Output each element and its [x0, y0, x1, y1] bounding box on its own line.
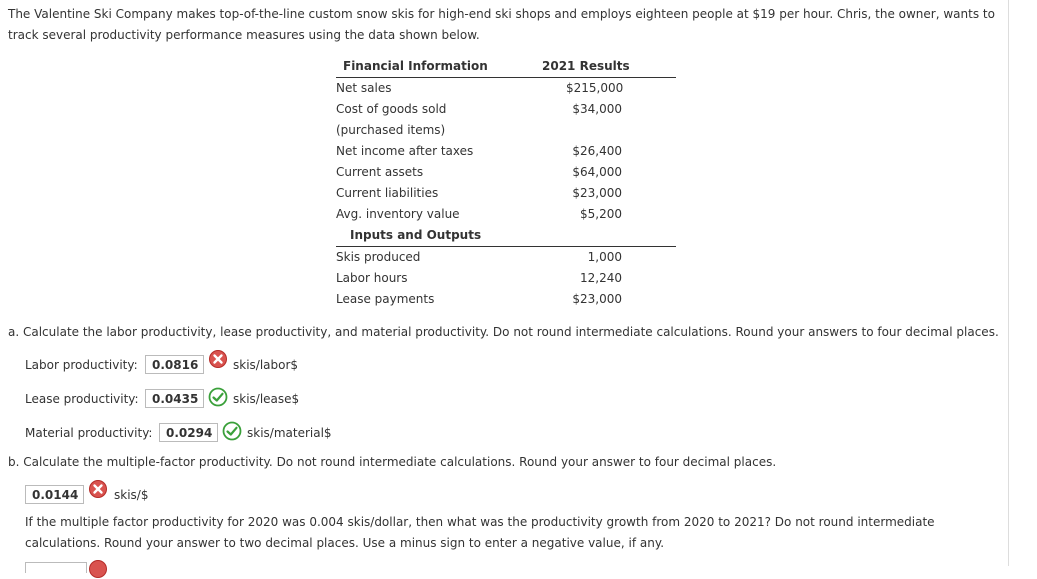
header-2021-results: 2021 Results — [542, 59, 630, 73]
table-row — [336, 162, 676, 183]
row-value: $23,000 — [572, 186, 622, 200]
correct-check-icon — [222, 421, 242, 441]
table-row — [336, 268, 676, 289]
inputs-outputs-label: Inputs and Outputs — [350, 228, 482, 242]
row-value: $23,000 — [572, 292, 622, 306]
row-label: Lease payments — [336, 292, 435, 306]
lease-productivity-unit: skis/lease$ — [233, 392, 300, 406]
table-header — [336, 56, 676, 78]
table-row — [336, 289, 676, 310]
part-a-question: a. Calculate the labor productivity, lease productivity, and material productivity. Do not round intermediate calculations. Round your answers to four decimal places. — [8, 325, 999, 339]
row-value: $64,000 — [572, 165, 622, 179]
row-value: 1,000 — [587, 250, 622, 264]
row-label: (purchased items) — [336, 123, 446, 137]
row-value: $34,000 — [572, 102, 622, 116]
row-value: $215,000 — [566, 81, 624, 95]
multifactor-productivity-unit: skis/$ — [114, 488, 149, 502]
row-value: $26,400 — [572, 144, 622, 158]
row-label: Cost of goods sold — [336, 102, 447, 116]
row-label: Current assets — [336, 165, 424, 179]
table-row — [336, 120, 676, 141]
labor-productivity-unit: skis/labor$ — [233, 358, 299, 372]
material-productivity-unit: skis/material$ — [247, 426, 332, 440]
labor-productivity-label: Labor productivity: — [25, 358, 138, 372]
row-label: Avg. inventory value — [336, 207, 460, 221]
row-label: Current liabilities — [336, 186, 439, 200]
table-row — [336, 183, 676, 204]
row-value: $5,200 — [580, 207, 622, 221]
table-row — [336, 247, 676, 268]
labor-productivity-input[interactable]: 0.0816 — [145, 355, 204, 374]
row-label: Skis produced — [336, 250, 421, 264]
incorrect-icon — [88, 479, 108, 499]
material-productivity-label: Material productivity: — [25, 426, 153, 440]
row-label: Net income after taxes — [336, 144, 474, 158]
intro-text: The Valentine Ski Company makes top-of-the-line custom snow skis for high-end ski shops and employs eighteen people at $19 per hour. Chris, the owner, wants to track several productivity performance measures using the data shown below. — [8, 7, 995, 42]
material-productivity-input[interactable]: 0.0294 — [159, 423, 218, 442]
lease-productivity-label: Lease productivity: — [25, 392, 139, 406]
row-value: 12,240 — [580, 271, 622, 285]
lease-productivity-input[interactable]: 0.0435 — [145, 389, 204, 408]
inputs-outputs-header — [336, 225, 676, 247]
header-financial-information: Financial Information — [343, 59, 488, 73]
table-row — [336, 141, 676, 162]
row-label: Net sales — [336, 81, 392, 95]
correct-check-icon — [208, 387, 228, 407]
table-row — [336, 204, 676, 225]
productivity-growth-question: If the multiple factor productivity for 2020 was 0.004 skis/dollar, then what was the productivity growth from 2020 to 2021? Do not round intermediate calculations. Round your answer to two decimal places. Use a minus sign to enter a negative value, if any. — [25, 515, 935, 550]
part-b-question: b. Calculate the multiple-factor productivity. Do not round intermediate calculations. Round your answer to four decimal places. — [8, 455, 777, 469]
table-row — [336, 99, 676, 120]
multifactor-productivity-input[interactable]: 0.0144 — [25, 485, 84, 504]
incorrect-icon — [88, 559, 108, 579]
table-row — [336, 78, 676, 99]
productivity-growth-input[interactable] — [25, 562, 87, 573]
data-table — [336, 56, 676, 310]
row-label: Labor hours — [336, 271, 408, 285]
incorrect-icon — [208, 349, 228, 369]
